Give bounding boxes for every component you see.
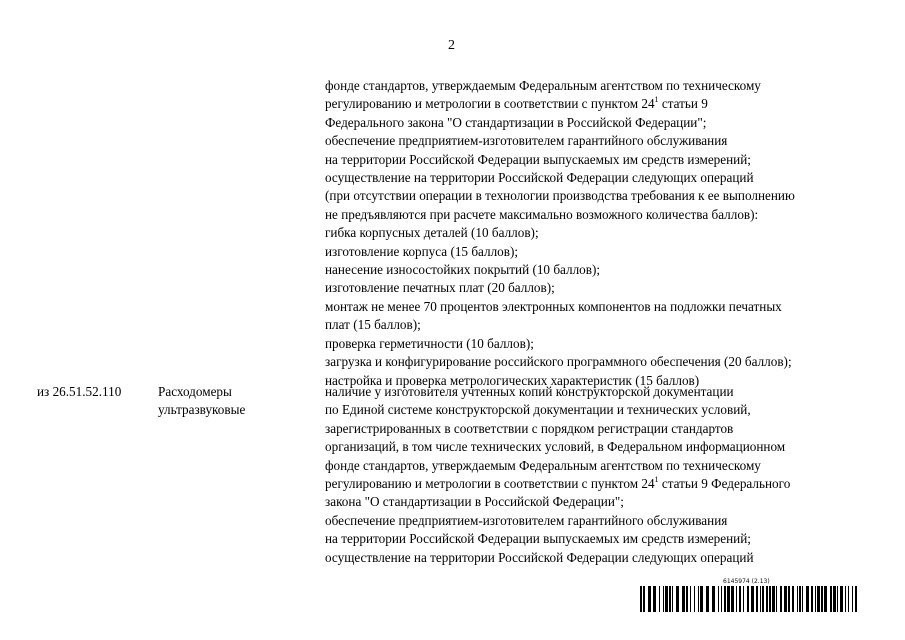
text-line: изготовление корпуса (15 баллов);	[325, 243, 519, 259]
product-name-line: Расходомеры	[158, 384, 232, 399]
text-line: настройка и проверка метрологических характеристик (15 баллов)	[325, 372, 700, 388]
text-line: на территории Российской Федерации выпускаемых им средств измерений;	[325, 531, 751, 547]
superscript: 1	[654, 474, 659, 484]
text-line: фонде стандартов, утверждаемым Федеральным агентством по техническому	[325, 78, 761, 93]
superscript: 1	[654, 95, 659, 105]
barcode-caption: 6145974 (2.13)	[723, 578, 770, 585]
text-line: проверка герметичности (10 баллов);	[325, 335, 534, 351]
text-line: нанесение износостойких покрытий (10 баллов);	[325, 262, 601, 278]
text-line: зарегистрированных в соответствии с порядком регистрации стандартов	[325, 420, 734, 436]
text-line: по Единой системе конструкторской документации и технических условий,	[325, 402, 751, 418]
text-line: организаций, в том числе технических условий, в Федеральном информационном	[325, 439, 786, 455]
text-line: закона "О стандартизации в Российской Федерации";	[325, 494, 624, 510]
text-line: на территории Российской Федерации выпускаемых им средств измерений;	[325, 151, 751, 167]
text-line: фонде стандартов, утверждаемым Федеральным агентством по техническому	[325, 457, 761, 473]
continuation-requirements	[325, 77, 870, 390]
text-line: обеспечение предприятием-изготовителем гарантийного обслуживания	[325, 133, 728, 149]
text-line: наличие у изготовителя учтенных копий конструкторской документации	[325, 384, 734, 399]
row-requirements	[325, 383, 870, 567]
text-line: (при отсутствии операции в технологии производства требования к ее выполнению	[325, 188, 795, 204]
text-line: регулированию и метрологии в соответствии с пунктом $24^1$ статьи 9 Федерального	[325, 474, 791, 492]
text-line: монтаж не менее 70 процентов электронных компонентов на подложки печатных	[325, 298, 782, 314]
text-line: осуществление на территории Российской Федерации следующих операций	[325, 170, 754, 186]
product-name-line: ультразвуковые	[158, 402, 246, 418]
text-line: обеспечение предприятием-изготовителем гарантийного обслуживания	[325, 512, 728, 528]
okpd-code: из 26.51.52.110	[37, 384, 122, 399]
text-line: загрузка и конфигурирование российского программного обеспечения (20 баллов);	[325, 354, 792, 370]
barcode-icon	[640, 586, 858, 612]
product-name	[158, 383, 245, 420]
text-line: изготовление печатных плат (20 баллов);	[325, 280, 555, 296]
text-line: не предъявляются при расчете максимально возможного количества баллов):	[325, 206, 759, 222]
text-line: осуществление на территории Российской Федерации следующих операций	[325, 549, 754, 565]
page-number: 2	[448, 38, 455, 53]
text-line: плат (15 баллов);	[325, 317, 421, 333]
text-line: Федерального закона "О стандартизации в Российской Федерации";	[325, 114, 707, 130]
text-line: регулированию и метрологии в соответствии с пунктом $24^1$ статьи 9	[325, 95, 708, 112]
text-line: гибка корпусных деталей (10 баллов);	[325, 225, 539, 241]
